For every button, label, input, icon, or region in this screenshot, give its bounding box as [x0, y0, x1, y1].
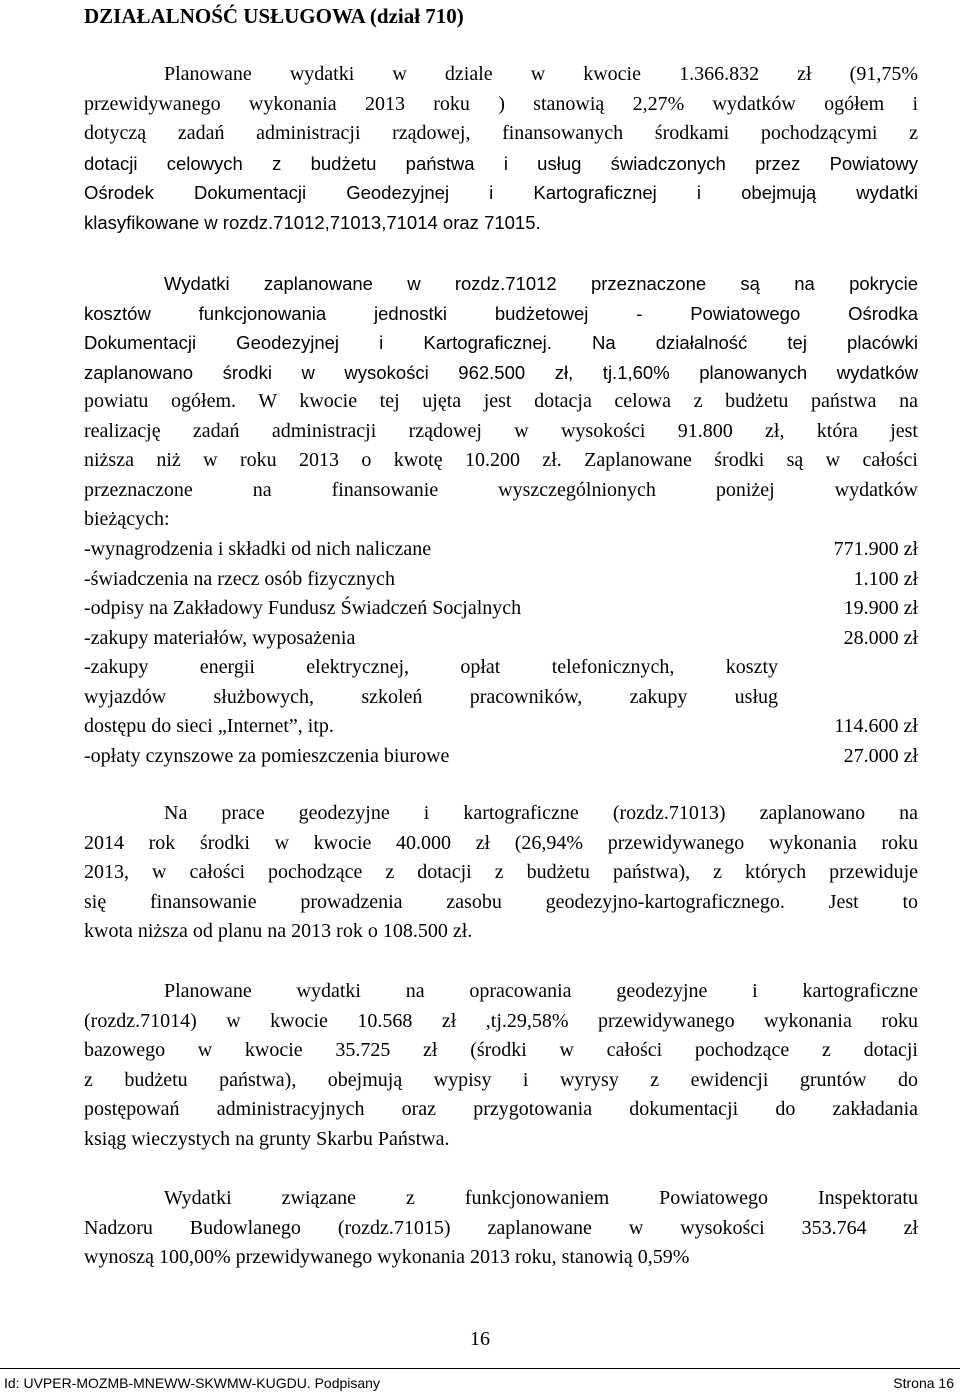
text-line: Ośrodek Dokumentacji Geodezyjnej i Kartograficznej i obejmują wydatki [84, 182, 918, 203]
text-line: Wydatki zaplanowane w rozdz.71012 przeznaczone są na pokrycie [164, 273, 918, 294]
text-line: przeznaczone na finansowanie wyszczególnionych poniżej wydatków [84, 478, 918, 501]
text-line: niższa niż w roku 2013 o kwotę 10.200 zł. Zaplanowane środki są w całości [84, 449, 918, 471]
text-line: Planowane wydatki na opracowania geodezyjne i kartograficzne [164, 980, 918, 1002]
text-line: dotacji celowych z budżetu państwa i usług świadczonych przez Powiatowy [84, 152, 918, 174]
expense-label-line: -opłaty czynszowe za pomieszczenia biurowe [84, 744, 450, 767]
text-line: 2013, w całości pochodzące z dotacji z budżetu państwa), z których przewiduje [84, 861, 918, 883]
expense-label-line: -świadczenia na rzecz osób fizycznych [84, 567, 395, 590]
expense-list [84, 535, 918, 771]
text-line: Planowane wydatki w dziale w kwocie 1.366.832 zł (91,75% [164, 63, 918, 85]
text-line: Dokumentacji Geodezyjnej i Kartograficznej. Na działalność tej placówki [84, 332, 918, 353]
text-line: powiatu ogółem. W kwocie tej ujęta jest dotacja celowa z budżetu państwa na [84, 390, 918, 412]
expense-amount: 114.600 zł [834, 715, 918, 737]
expense-label [84, 624, 778, 654]
text-line: ksiąg wieczystych na grunty Skarbu Państwa. [84, 1127, 450, 1150]
expense-amount: 27.000 zł [843, 744, 918, 767]
text-line: zaplanowano środki w wysokości 962.500 zł, tj.1,60% planowanych wydatków [84, 361, 918, 383]
expense-amount: 19.900 zł [843, 597, 918, 619]
text-line: Na prace geodezyjne i kartograficzne (rozdz.71013) zaplanowano na [164, 802, 918, 824]
expense-amount: 771.900 zł [833, 538, 918, 560]
text-line: wynoszą 100,00% przewidywanego wykonania 2013 roku, stanowią 0,59% [84, 1246, 690, 1268]
expense-item [84, 565, 918, 595]
document-id: Id: UVPER-MOZMB-MNEWW-SKWMW-KUGDU. Podpisany [4, 1375, 380, 1391]
expense-item [84, 624, 918, 654]
paragraph-71012 [84, 269, 918, 535]
expense-amount: 28.000 zł [843, 626, 918, 649]
text-line: kwota niższa od planu na 2013 rok o 108.500 zł. [84, 920, 473, 942]
text-line: 2014 rok środki w kwocie 40.000 zł (26,94% przewidywanego wykonania roku [84, 831, 918, 854]
expense-label-line: wyjazdów służbowych, szkoleń pracowników, zakupy usług [84, 685, 778, 708]
expense-amount: 1.100 zł [853, 567, 918, 590]
expense-label [84, 594, 778, 624]
text-line: kosztów funkcjonowania jednostki budżetowej - Powiatowego Ośrodka [84, 302, 918, 324]
text-line: bieżących: [84, 508, 170, 530]
expense-item [84, 594, 918, 624]
document-footer [0, 1368, 960, 1395]
expense-label-line: -odpisy na Zakładowy Fundusz Świadczeń Socjalnych [84, 597, 522, 619]
expense-label-line: dostępu do sieci „Internet”, itp. [84, 715, 334, 737]
text-line: przewidywanego wykonania 2013 roku ) stanowią 2,27% wydatków ogółem i [84, 92, 918, 115]
page-number: 16 [470, 1328, 490, 1350]
expense-item [84, 535, 918, 565]
paragraph-intro [84, 60, 918, 237]
expense-label-line: -wynagrodzenia i składki od nich naliczane [84, 538, 432, 560]
text-line: realizację zadań administracji rządowej w wysokości 91.800 zł, która jest [84, 419, 918, 442]
footer-page-label: Strona 16 [893, 1375, 954, 1391]
expense-label [84, 742, 778, 772]
text-line: klasyfikowane w rozdz.71012,71013,71014 oraz 71015. [84, 211, 541, 233]
text-line: z budżetu państwa), obejmują wypisy i wyrysy z ewidencji gruntów do [84, 1068, 918, 1091]
paragraph-71015 [84, 1184, 918, 1273]
text-line: bazowego w kwocie 35.725 zł (środki w całości pochodzące z dotacji [84, 1039, 918, 1061]
expense-label-line: -zakupy materiałów, wyposażenia [84, 626, 356, 649]
text-line: (rozdz.71014) w kwocie 10.568 zł ,tj.29,58% przewidywanego wykonania roku [84, 1009, 918, 1032]
expense-label-line: -zakupy energii elektrycznej, opłat telefonicznych, koszty [84, 656, 778, 678]
paragraph-71014 [84, 977, 918, 1154]
paragraph-71013 [84, 799, 918, 947]
section-heading: DZIAŁALNOŚĆ USŁUGOWA (dział 710) [84, 4, 464, 28]
text-line: dotyczą zadań administracji rządowej, finansowanych środkami pochodzącymi z [84, 122, 918, 144]
expense-label [84, 653, 778, 742]
text-line: Wydatki związane z funkcjonowaniem Powiatowego Inspektoratu [164, 1187, 918, 1209]
text-line: postępowań administracyjnych oraz przygotowania dokumentacji do zakładania [84, 1098, 918, 1120]
expense-label [84, 535, 778, 565]
expense-item [84, 653, 918, 742]
text-line: się finansowanie prowadzenia zasobu geodezyjno-kartograficznego. Jest to [84, 890, 918, 913]
expense-item [84, 742, 918, 772]
text-line: Nadzoru Budowlanego (rozdz.71015) zaplanowane w wysokości 353.764 zł [84, 1216, 918, 1239]
expense-label [84, 565, 778, 595]
